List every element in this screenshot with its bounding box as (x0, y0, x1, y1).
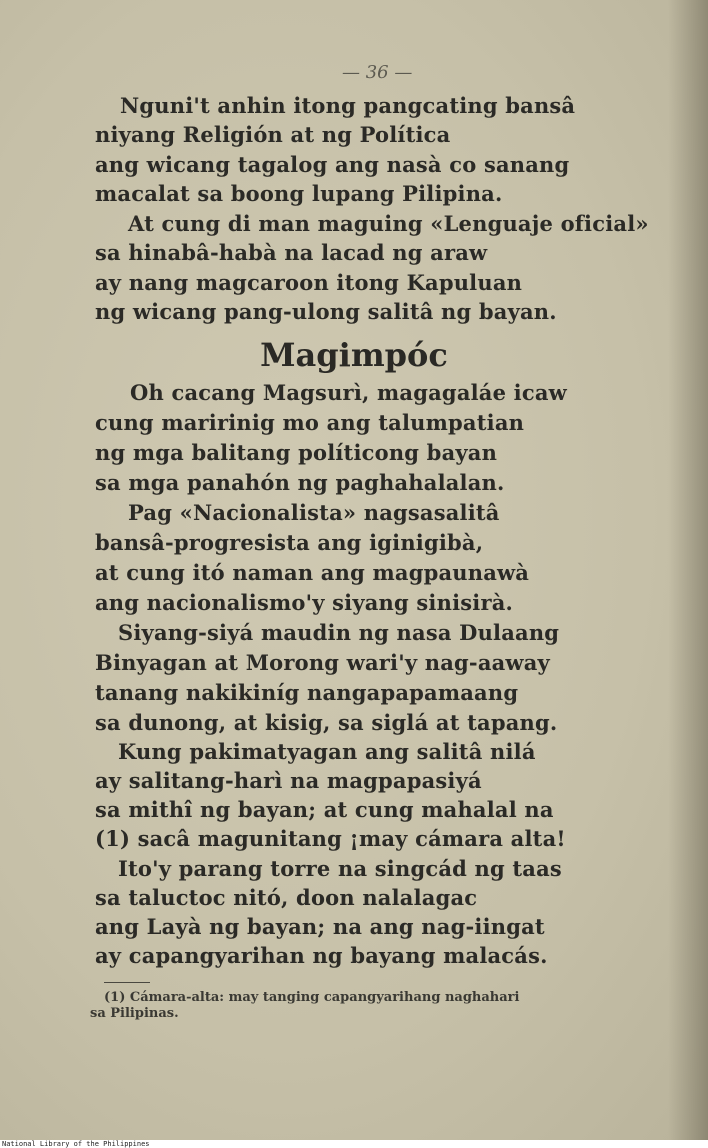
footnote-divider (104, 982, 150, 983)
text-line: Binyagan at Morong wari'y nag-aaway (95, 650, 550, 675)
text-line: ay nang magcaroon itong Kapuluan (95, 270, 523, 295)
text-line: ang wicang tagalog ang nasà co sanang (95, 152, 570, 177)
text-line: Oh cacang Magsurì, magagaláe icaw (130, 380, 567, 405)
library-credit: National Library of the Philippines (2, 1140, 150, 1148)
text-line: cung maririnig mo ang talumpatian (95, 410, 525, 435)
text-line: at cung itó naman ang magpaunawà (95, 560, 530, 585)
text-line: Nguni't anhin itong pangcating bansâ (120, 93, 576, 118)
footnote-line: (1) Cámara-alta: may tanging capangyarihang naghahari (104, 990, 520, 1005)
page-number: — 36 — (342, 62, 413, 83)
text-line: sa dunong, at kisig, sa siglá at tapang. (95, 710, 558, 735)
text-line: sa mga panahón ng paghahalalan. (95, 470, 505, 495)
text-line: ang nacionalismo'y siyang sinisirà. (95, 590, 514, 615)
text-line: sa mithî ng bayan; at cung mahalal na (95, 797, 554, 822)
text-line: At cung di man maguing «Lenguaje oficial» (128, 211, 649, 236)
text-line: ay capangyarihan ng bayang malacás. (95, 943, 548, 968)
text-line: bansâ-progresista ang iginigibà, (95, 530, 484, 555)
text-line: Kung pakimatyagan ang salitâ nilá (118, 739, 536, 764)
text-line: ay salitang-harì na magpapasiyá (95, 768, 482, 793)
text-line: tanang nakikiníg nangapapamaang (95, 680, 519, 705)
text-line: ng mga balitang políticong bayan (95, 440, 498, 465)
text-line: sa taluctoc nitó, doon nalalagac (95, 885, 478, 910)
text-line: Siyang-siyá maudin ng nasa Dulaang (118, 620, 560, 645)
text-line: niyang Religión at ng Política (95, 122, 451, 147)
text-line: macalat sa boong lupang Pilipina. (95, 181, 503, 206)
text-line: ng wicang pang-ulong salitâ ng bayan. (95, 299, 557, 324)
text-line: Ito'y parang torre na singcád ng taas (118, 856, 562, 881)
footnote-line: sa Pilipinas. (90, 1006, 179, 1021)
poem-title: Magimpóc (260, 336, 448, 374)
text-line: Pag «Nacionalista» nagsasalitâ (128, 500, 500, 525)
text-line: ang Layà ng bayan; na ang nag-iingat (95, 914, 545, 939)
text-line: (1) sacâ magunitang ¡may cámara alta! (95, 826, 566, 851)
text-line: sa hinabâ-habà na lacad ng araw (95, 240, 488, 265)
